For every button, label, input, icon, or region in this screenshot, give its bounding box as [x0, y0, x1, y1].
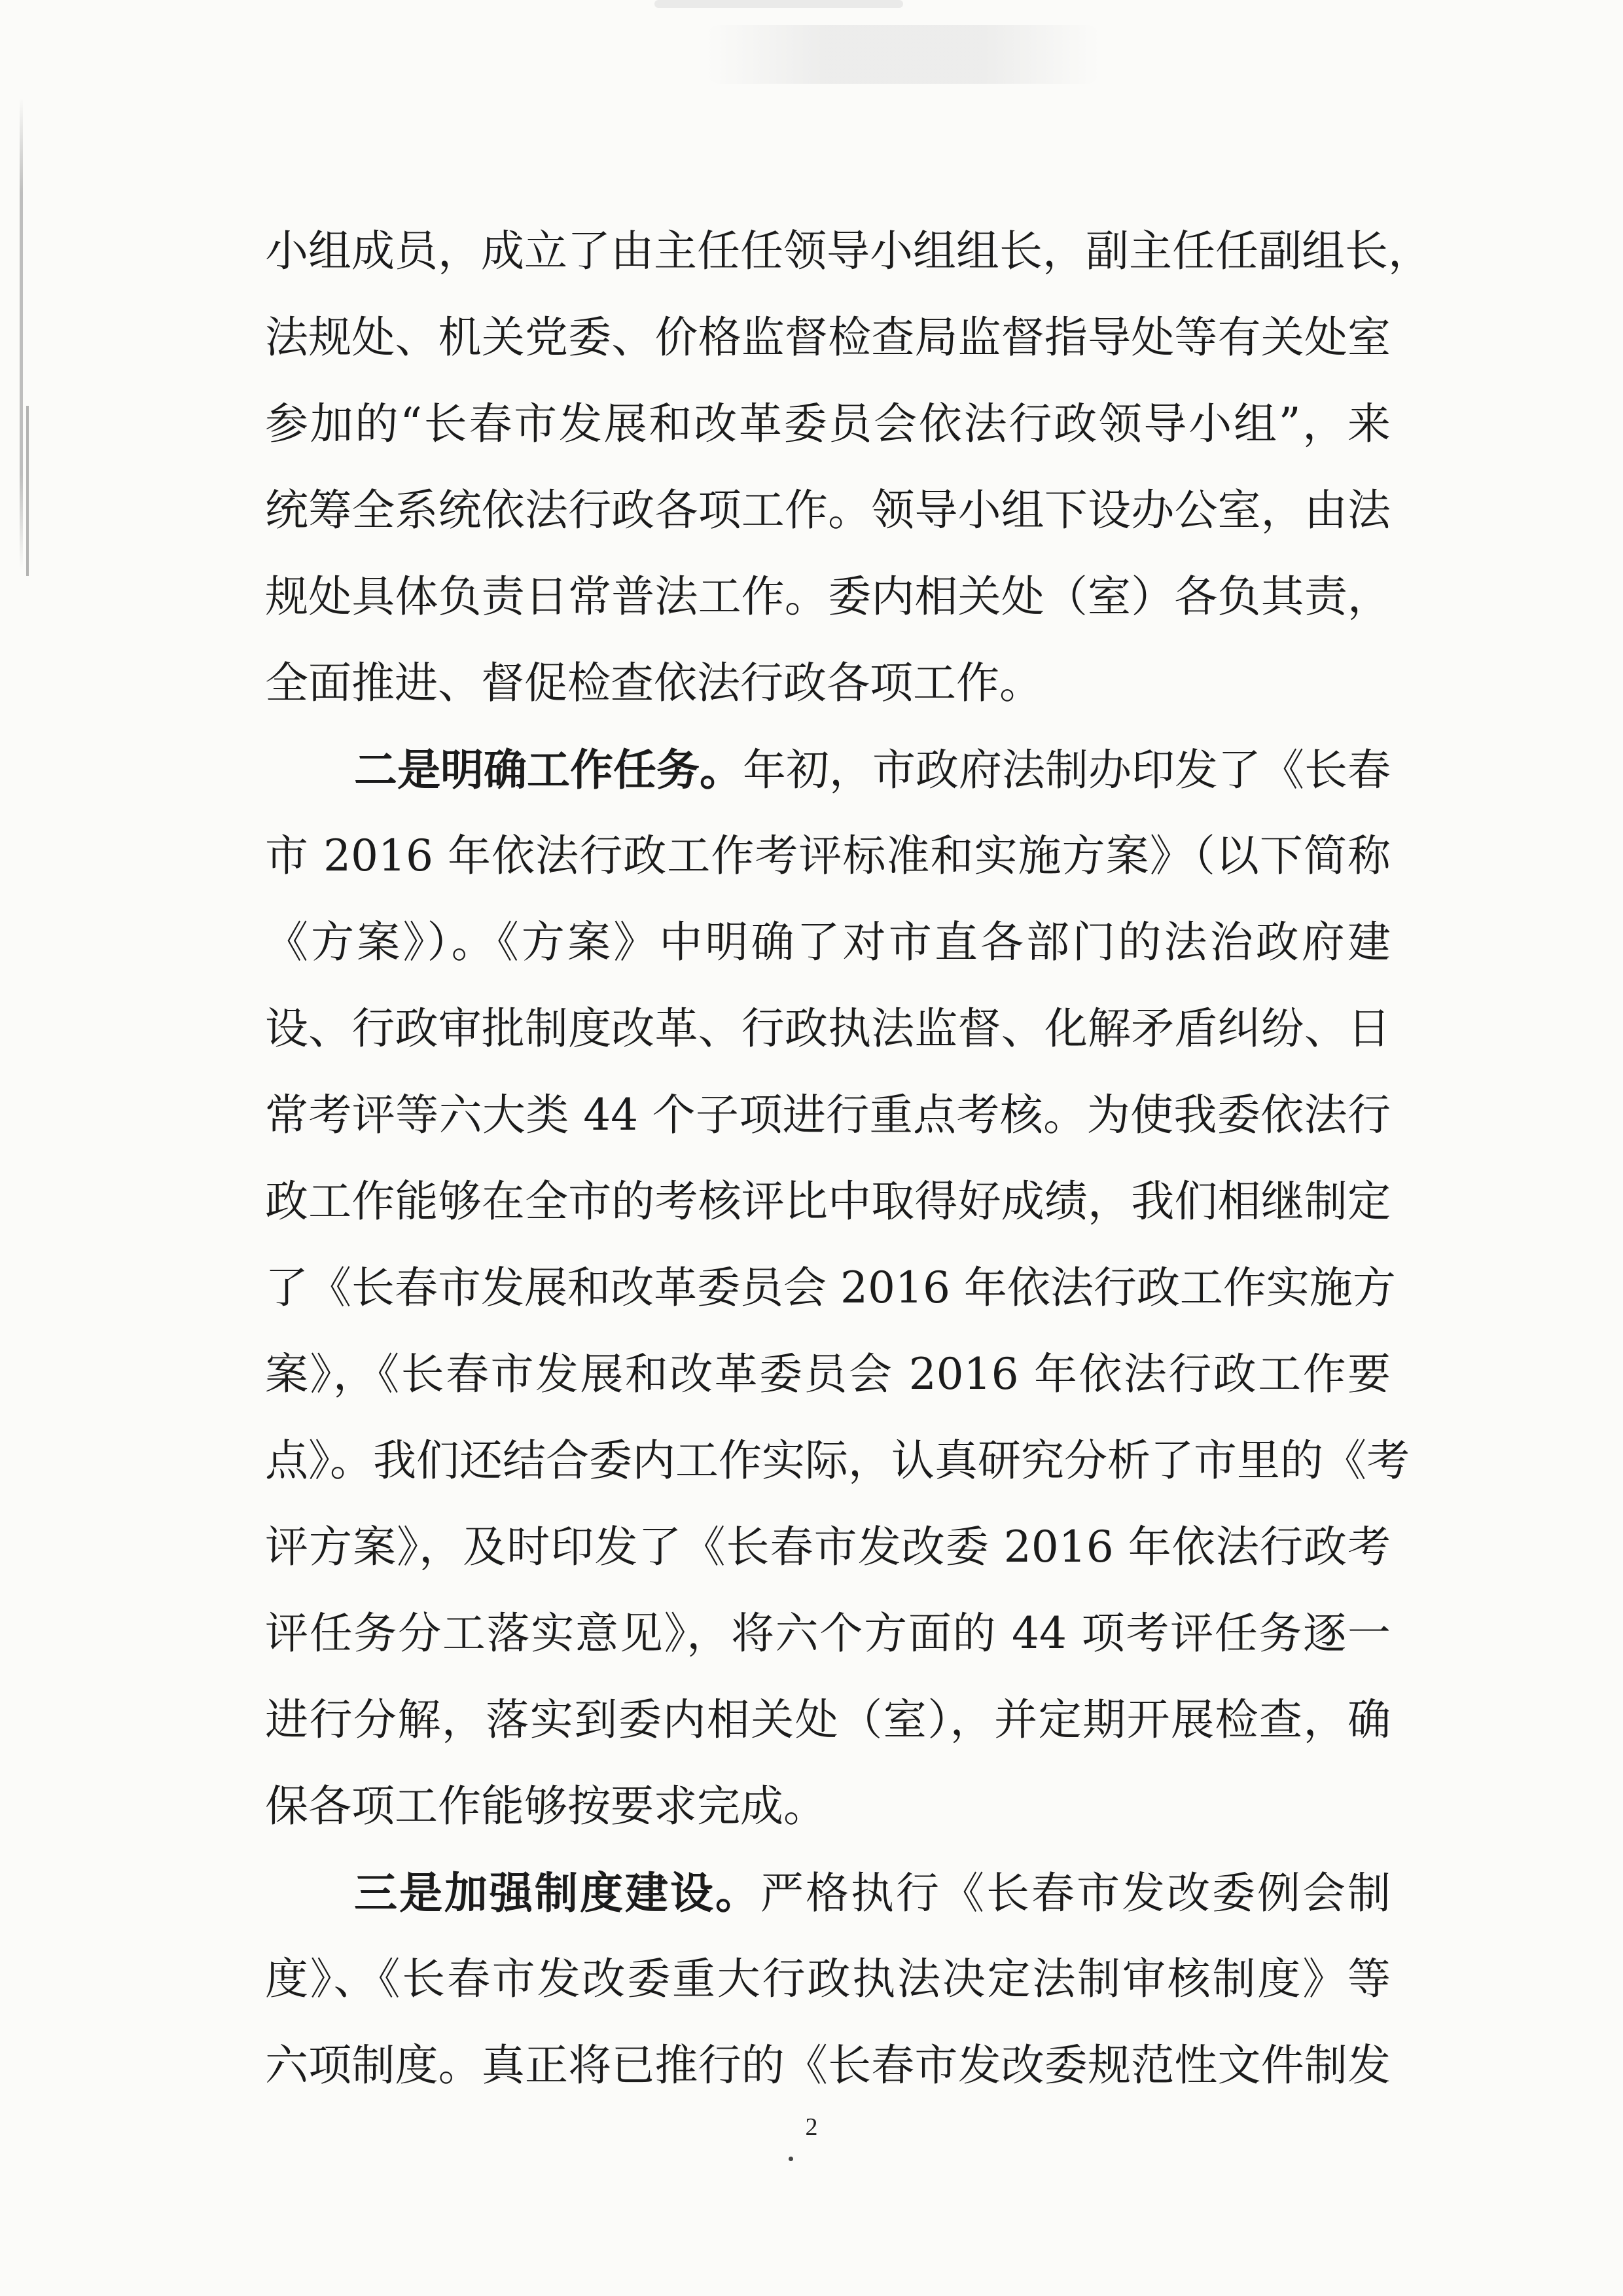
text-line: 评方案》，及时印发了《长春市发改委 2016 年依法行政考 [265, 1522, 1391, 1572]
text-line: 了《长春市发展和改革委员会 2016 年依法行政工作实施方 [265, 1263, 1396, 1313]
text-line: 规处具体负责日常普法工作。委内相关处（室）各负其责， [265, 571, 1391, 622]
scan-artifact [654, 0, 903, 8]
text-line: 市 2016 年依法行政工作考评标准和实施方案》（以下简称 [265, 831, 1391, 881]
text-line: 政工作能够在全市的考核评比中取得好成绩，我们相继制定 [265, 1176, 1391, 1227]
section-heading: 三是加强制度建设。 [354, 1867, 760, 1918]
text-line: 六项制度。真正将已推行的《长春市发改委规范性文件制发 [265, 2040, 1391, 2090]
scan-artifact [707, 25, 1099, 84]
text-line: 度》、《长春市发改委重大行政执法决定法制审核制度》等 [265, 1954, 1391, 2004]
scan-edge-artifact [26, 406, 29, 576]
body-text [265, 208, 1431, 2109]
text-line: 点》。我们还结合委内工作实际，认真研究分析了市里的《考 [265, 1435, 1410, 1486]
text-line: 进行分解，落实到委内相关处（室），并定期开展检查，确 [265, 1695, 1391, 1745]
text-line: 常考评等六大类 44 个子项进行重点考核。为使我委依法行 [265, 1090, 1391, 1140]
paragraph-start-line [265, 1850, 1391, 1936]
text-line: 统筹全系统依法行政各项工作。领导小组下设办公室，由法 [265, 485, 1391, 535]
text-line: 全面推进、督促检查依法行政各项工作。 [265, 658, 1043, 708]
text-segment: 严格执行《长春市发改委例会制 [760, 1868, 1391, 1918]
paragraph-start-line [265, 726, 1391, 813]
section-heading: 二是明确工作任务。 [354, 744, 743, 795]
text-line: 《方案》）。《方案》中明确了对市直各部门的法治政府建 [265, 917, 1391, 967]
text-line: 法规处、机关党委、价格监督检查局监督指导处等有关处室 [265, 312, 1391, 363]
text-line: 小组成员，成立了由主任任领导小组组长，副主任任副组长， [265, 226, 1431, 276]
text-segment: 年初，市政府法制办印发了《长春 [743, 745, 1391, 795]
scan-artifact [789, 2157, 793, 2161]
text-line: 案》，《长春市发展和改革委员会 2016 年依法行政工作要 [265, 1349, 1391, 1399]
text-line: 参加的“长春市发展和改革委员会依法行政领导小组”，来 [265, 399, 1391, 449]
page-number: 2 [805, 2113, 818, 2141]
text-line: 设、行政审批制度改革、行政执法监督、化解矛盾纠纷、日 [265, 1003, 1391, 1054]
text-line: 评任务分工落实意见》，将六个方面的 44 项考评任务逐一 [265, 1608, 1391, 1659]
text-line: 保各项工作能够按要求完成。 [265, 1781, 827, 1831]
scan-edge-artifact [20, 98, 23, 569]
